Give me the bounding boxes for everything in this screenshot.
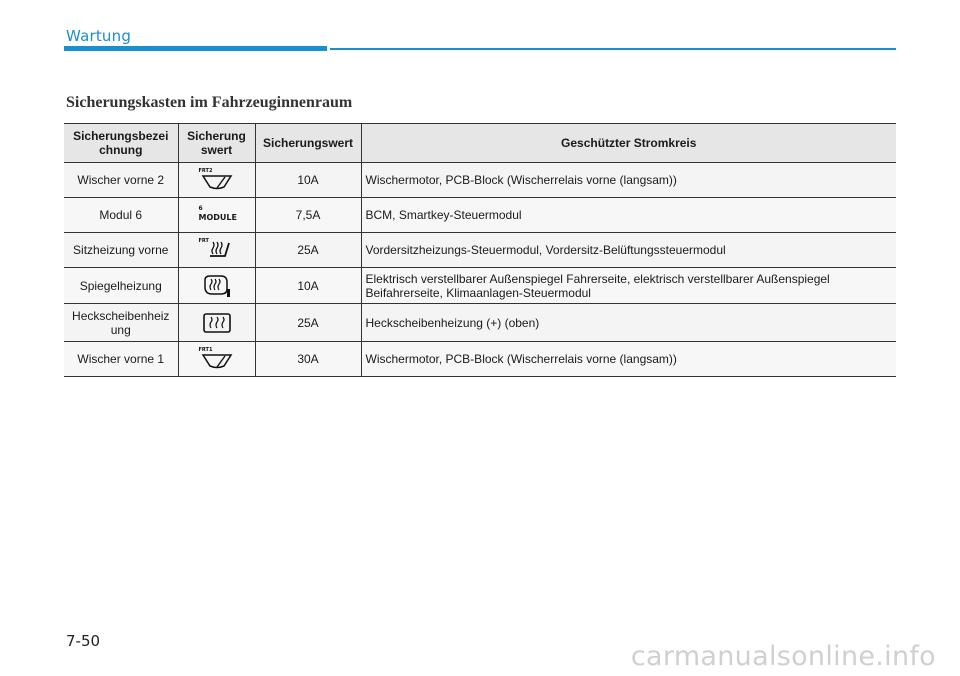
fuse-name: Wischer vorne 2: [64, 163, 178, 198]
table-row: [64, 163, 896, 198]
symbol-code: FRT2: [198, 168, 213, 174]
wiper-icon: [183, 344, 251, 374]
fuse-symbol-cell: [178, 198, 255, 233]
page-heading: Sicherungskasten im Fahrzeuginnenraum: [66, 94, 353, 111]
fuse-circuit: BCM, Smartkey-Steuermodul: [365, 208, 522, 222]
header-rule-thin: [330, 48, 896, 50]
fuse-circuit: Elektrisch verstellbarer Außenspiegel Fahrerseite, elektrisch verstellbarer Außenspiegel Beifahrerseite, Klimaanlagen-Steuermodul: [365, 271, 830, 300]
module-number: 6: [198, 205, 203, 212]
column-header-rating: Sicherungswert: [255, 124, 361, 163]
wiper-icon: [183, 165, 251, 195]
module-label: [183, 200, 251, 230]
fuse-circuit: Wischermotor, PCB-Block (Wischerrelais vorne (langsam)): [365, 173, 677, 187]
table-row: [64, 304, 896, 342]
symbol-code: FRT: [198, 238, 209, 244]
fuse-table: [64, 123, 896, 377]
table-header-row: [64, 124, 896, 163]
fuse-symbol-cell: [178, 304, 255, 342]
fuse-rating: 10A: [255, 163, 361, 198]
column-header-symbol: Sicherung swert: [178, 124, 255, 163]
table-row: [64, 198, 896, 233]
fuse-rating: 7,5A: [255, 198, 361, 233]
watermark-text: carmanualsonline.info: [630, 641, 936, 672]
fuse-name: Wischer vorne 1: [64, 342, 178, 377]
table-row: [64, 233, 896, 268]
fuse-rating: 25A: [255, 233, 361, 268]
table-row: [64, 342, 896, 377]
rear-defroster-icon: [183, 308, 251, 338]
section-label: Wartung: [66, 27, 132, 45]
fuse-name: Sitzheizung vorne: [64, 233, 178, 268]
page-number: 7-50: [66, 632, 101, 650]
fuse-rating: 30A: [255, 342, 361, 377]
fuse-rating: 25A: [255, 304, 361, 342]
column-header-circuit: Geschützter Stromkreis: [561, 136, 697, 150]
fuse-symbol-cell: [178, 163, 255, 198]
fuse-name: Modul 6: [64, 198, 178, 233]
heated-mirror-icon: [183, 271, 251, 301]
column-header-name: Sicherungsbezei chnung: [64, 124, 178, 163]
fuse-circuit: Vordersitzheizungs-Steuermodul, Vordersitz-Belüftungssteuermodul: [365, 243, 726, 257]
symbol-code: FRT1: [198, 347, 213, 353]
fuse-symbol-cell: [178, 342, 255, 377]
table-row: [64, 268, 896, 304]
header-rule-thick: [64, 46, 327, 51]
seat-heater-icon: [183, 235, 251, 265]
module-word: MODULE: [198, 213, 237, 222]
fuse-rating: 10A: [255, 268, 361, 304]
fuse-circuit: Wischermotor, PCB-Block (Wischerrelais vorne (langsam)): [365, 352, 677, 366]
fuse-name: Spiegelheizung: [64, 268, 178, 304]
fuse-symbol-cell: [178, 233, 255, 268]
fuse-name: Heckscheibenheiz ung: [64, 304, 178, 342]
fuse-circuit: Heckscheibenheizung (+) (oben): [365, 315, 540, 330]
fuse-symbol-cell: [178, 268, 255, 304]
